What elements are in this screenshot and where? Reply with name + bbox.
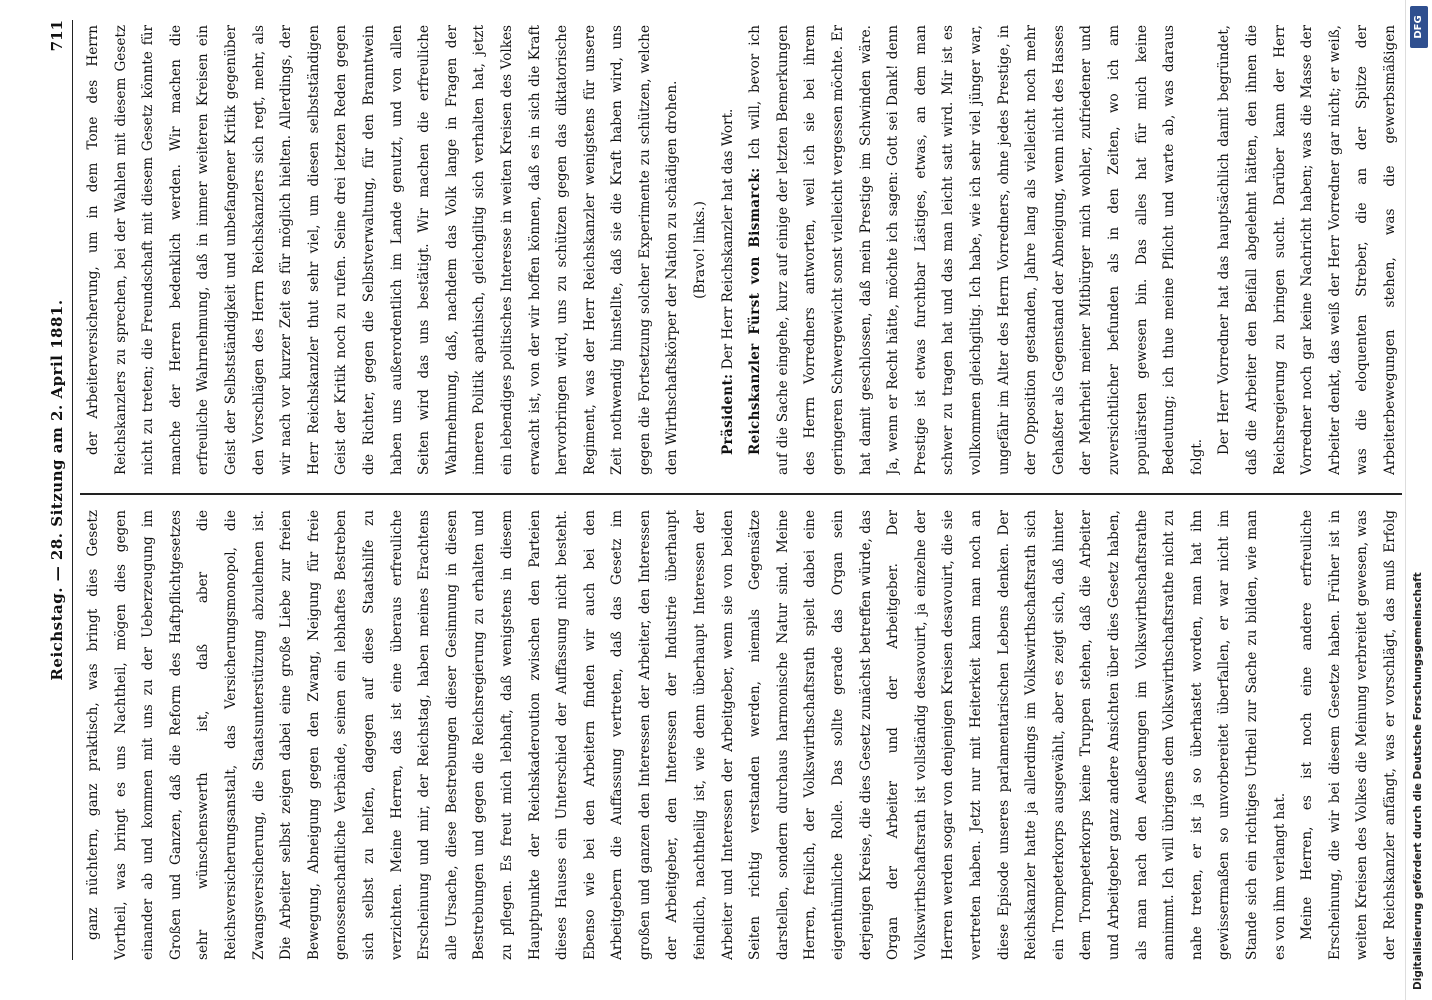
speech-paragraph: Der Herr Vorredner hat das hauptsächlich damit begründet, daß die Arbeiter den Beifall abgelehnt hätten, den ihnen die Reichsregierung zu bringen sucht. Darüber kann der Herr Vorredner noch gar keine Nachricht haben; was die Masse der Arbeiter denkt, das weiß der Herr Vorredner gar nicht; er weiß, was die eloquenten Streber, die an der Spitze der Arbeiterbewegungen stehen, was die gewerbsmäßigen xyxy=(1216,25,1398,475)
body-paragraph: ganz nüchtern, ganz praktisch, was bringt dies Gesetz Vortheil, was bringt es uns Nachtheil, mögen dies gegen einander ab und kommen mit uns zu der Ueberzeugung im Großen und Ganzen, daß die Reform des Haftpflichtgesetzes sehr wünschenswerth ist, daß aber die Reichsversicherungsanstalt, das Versicherungsmonopol, die Zwangsversicherung, die Staatsunterstützung abzulehnen ist. Die Arbeiter selbst zeigen dabei eine große Liebe zur freien Bewegung, Abneigung gegen den Zwang, Neigung für freie genossenschaftliche Verbände, seinen ein lebhaftes Bestreben sich selbst zu helfen, dagegen auf diese Staatshilfe zu verzichten. Meine Herren, das ist eine überaus erfreuliche Erscheinung und mir, der Reichstag, haben meines Erachtens alle Ursache, diese Bestrebungen dieser Gesinnung in diesen Bestrebungen und gegen die Reichsregierung zu erhalten und zu pflegen. Es freut mich lebhaft, daß wenigstens in diesem Hauptpunkte der Reichskaderoution zwischen den Parteien dieses Hauses ein Unterschied der Auffassung nicht besteht. Ebenso wie bei den Arbeitern finden wir auch bei den Arbeitgebern die Auffassung vertreten, daß das Gesetz im großen und ganzen den Interessen der Arbeiter, den Interessen der Arbeitgeber, den Interessen der Industrie überhaupt feindlich, nachtheilig ist, wie denn überhaupt Interessen der Arbeiter und Interessen der Arbeitgeber, wenn sie von beiden Seiten richtig verstanden werden, niemals Gegensätze darstellen, sondern durchaus harmonische Natur sind. Meine Herren, freilich, der Volkswirthschaftsrath spielt dabei eine eigenthümliche Rolle. Das sollte gerade das Organ sein derjenigen Kreise, die dies Gesetz zunächst betreffen würde, das Organ der Arbeiter und der Arbeitgeber. Der Volkswirthschaftsrath ist vollständig desavouirt, ja einzelne der Herren werden sogar von denjenigen Kreisen desavouirt, die sie vertreten haben. Jetzt nur mit Heiterkeit kann man noch an diese Episode unseres parlamentarischen Lebens denken. Der Reichskanzler hatte ja allerdings im Volkswirthschaftsrath sich ein Trompeterkorps ausgewählt, aber es zeigt sich, daß hinter dem Trompeterkorps keine Truppen stehen, daß die Arbeiter und Arbeitgeber ganz andere Ansichten über dies Gesetz haben, als man nach den Aeußerungen im Volkswirthschaftsrathe annimmt. Ich will übrigens dem Volkswirthschaftsrathe nicht zu nahe treten, er ist ja so überhastet worden, man hat ihn gewissermaßen so unvorbereitet überfallen, er war nicht im Stande sich ein richtiges Urtheil zur Sache zu bilden, wie man es von ihm verlangt hat. xyxy=(85,510,1288,960)
running-head-title: Reichstag. — 28. Sitzung am 2. April 1881. xyxy=(48,299,66,681)
body-paragraph: der Arbeiterversicherung, um in dem Tone des Herrn Reichskanzlers zu sprechen, bei der Wahlen mit diesem Gesetz nicht zu treten; die Freundschaft mit diesem Gesetz könnte für manche der Herren bedenklich werden. Wir machen die erfreuliche Wahrnehmung, daß in immer weiteren Kreisen ein Geist der Selbstständigkeit und unbefangener Kritik gegenüber den Vorschlägen des Herrn Reichskanzlers sich regt, mehr, als wir nach vor kurzer Zeit es für möglich hielten. Allerdings, der Herr Reichskanzler thut sehr viel, um diesen selbstständigen Geist der Kritik noch zu rufen. Seine drei letzten Reden gegen die Richter, gegen die Selbstverwaltung, für den Branntwein haben uns außerordentlich im Lande genutzt, und von allen Seiten wird das uns bestätigt. Wir machen die erfreuliche Wahrnehmung, daß, nachdem das Volk lange in Fragen der inneren Politik apathisch, gleichgiltig sich verhalten hat, jetzt ein lebendiges politisches Interesse in weiten Kreisen des Volkes erwacht ist, von der wir hoffen können, daß es in sich die Kraft hervorbringen wird, uns zu schützen gegen das diktatorische Regiment, was der Herr Reichskanzler wenigstens für unsere Zeit nothwendig hinstellte, daß sie die Kraft haben wird, uns gegen die Fortsetzung solcher Experimente zu schützen, welche den Wirthschaftskörper der Nation zu schädigen drohen. xyxy=(85,25,681,475)
speech-text: Der Herr Reichskanzler hat das Wort. xyxy=(719,108,736,370)
column-divider xyxy=(80,494,1402,496)
speech-text: Ich will, bevor ich auf die Sache eingehe, kurz auf einige der letzten Bemerkungen des Herrn Vorredners antworten, weil ich sie bei ihrem geringeren Schwergewicht sonst vielleicht vergessen möchte. Er hat damit geschlossen, daß mein Prestige im Schwinden wäre. Ja, wenn er Recht hätte, möchte ich sagen: Gott sei Dank! denn Prestige ist etwas furchtbar Lästiges, etwas, an dem man schwer zu tragen hat und das man leicht satt wird. Mir ist es vollkommen gleichgiltig. Ich habe, wie ich sehr viel jünger war, ungefähr im Alter des Herrn Vorredners, ohne jedes Prestige, in der Opposition gestanden, Jahre lang als vielleicht noch mehr Gehaßter als Gegenstand der Abneigung, wenn nicht des Hasses der Mehrheit meiner Mitbürger mich wohler, zufriedener und zuversichtlicher befunden als in den Zeiten, wo ich am populärsten gewesen bin. Das alles hat für mich keine Bedeutung; ich thue meine Pflicht und warte ab, was daraus folgt. xyxy=(747,25,1205,475)
body-paragraph: Meine Herren, es ist noch eine andere erfreuliche Erscheinung, die wir bei diesem Gesetze haben. Früher ist in weiten Kreisen des Volkes die Meinung verbreitet gewesen, was der Reichskanzler anfängt, was er vorschlägt, das muß Erfolg xyxy=(1299,510,1398,960)
digitization-credit-strip xyxy=(1405,0,1432,1000)
speaker-name: Präsident: xyxy=(719,373,736,455)
president-line xyxy=(715,25,743,475)
applause-note: (Bravo! links.) xyxy=(692,201,709,299)
left-column xyxy=(80,510,1400,960)
running-head xyxy=(44,20,73,960)
speaker-name: Reichskanzler Fürst von Bismarck: xyxy=(747,167,764,455)
right-column xyxy=(80,25,1400,475)
dfg-logo-badge: DFG xyxy=(1410,6,1428,48)
speech-paragraph xyxy=(742,25,1211,475)
digitization-credit: Digitalisierung gefördert durch die Deutsche Forschungsgemeinschaft xyxy=(1412,572,1424,990)
page-number: 711 xyxy=(48,20,66,52)
